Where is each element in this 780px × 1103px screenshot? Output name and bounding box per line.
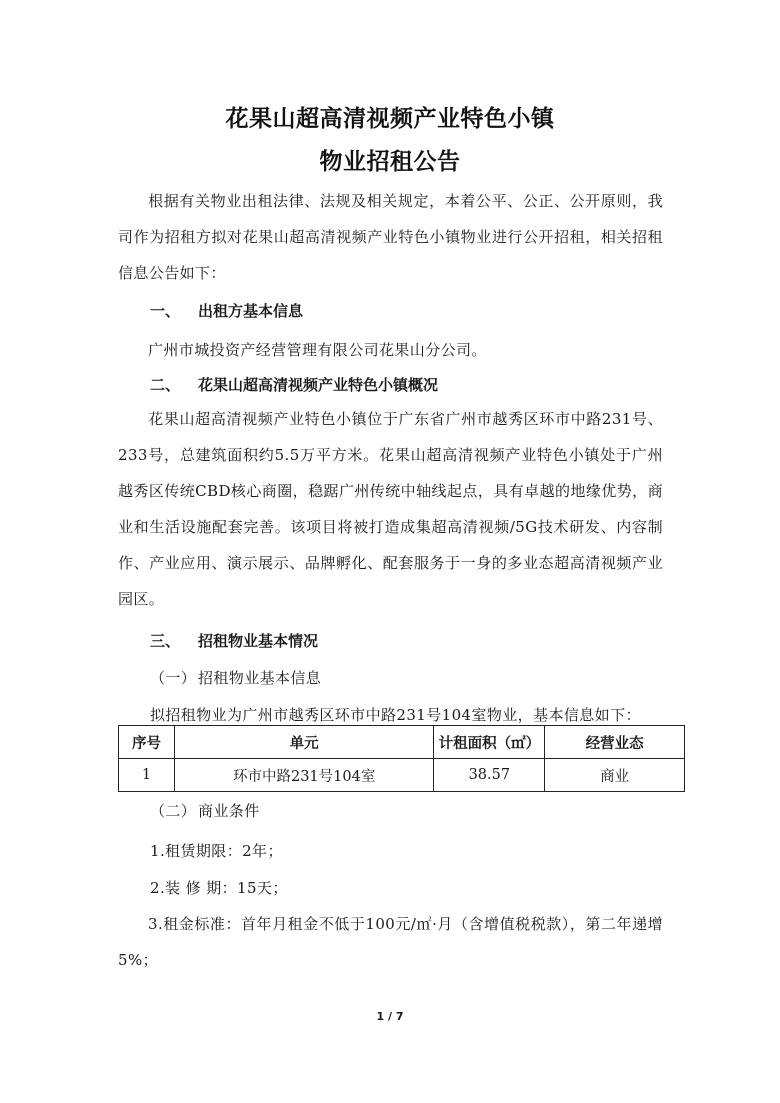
section1-body — [118, 332, 663, 368]
section2-body — [118, 401, 663, 617]
subsection1-heading — [150, 667, 321, 688]
intro-paragraph — [118, 183, 663, 291]
section1-number: 一、 — [150, 302, 181, 320]
table-header-row — [119, 726, 685, 759]
subsection1-number: （一） — [150, 669, 197, 687]
subsection2-title: 商业条件 — [198, 802, 260, 820]
section2-number: 二、 — [150, 376, 181, 394]
property-table — [118, 725, 685, 792]
section1-heading — [150, 300, 303, 321]
condition-rent-text: 3.租金标准：首年月租金不低于100元/㎡·月（含增值税税款），第二年递增5%； — [118, 915, 663, 969]
header-area: 计租面积（㎡） — [434, 726, 545, 759]
subsection2-number: （二） — [150, 802, 197, 820]
section3-number: 三、 — [150, 632, 181, 650]
page-number: 1 / 7 — [376, 1010, 404, 1023]
condition-fitout-period: 2.装 修 期：15天； — [150, 879, 288, 897]
section2-heading — [150, 374, 438, 395]
header-unit: 单元 — [174, 726, 434, 759]
table-row — [119, 759, 685, 792]
cell-unit: 环市中路231号104室 — [174, 759, 434, 792]
subsection2-heading — [150, 800, 260, 821]
subsection1-title: 招租物业基本信息 — [198, 669, 322, 687]
cell-index: 1 — [119, 759, 175, 792]
section3-heading — [150, 630, 318, 651]
condition-rent-standard — [118, 906, 663, 978]
section1-text: 广州市城投资产经营管理有限公司花果山分公司。 — [148, 341, 487, 359]
section1-title: 出租方基本信息 — [198, 302, 304, 320]
document-title-line1: 花果山超高清视频产业特色小镇 — [225, 106, 555, 132]
section2-title: 花果山超高清视频产业特色小镇概况 — [198, 376, 439, 394]
header-business: 经营业态 — [545, 726, 685, 759]
cell-business: 商业 — [545, 759, 685, 792]
section3-title: 招租物业基本情况 — [198, 632, 319, 650]
document-title-line2: 物业招租公告 — [319, 149, 461, 175]
cell-area: 38.57 — [434, 759, 545, 792]
header-index: 序号 — [119, 726, 175, 759]
condition-lease-term: 1.租赁期限：2年； — [150, 842, 283, 860]
intro-text: 根据有关物业出租法律、法规及相关规定，本着公平、公正、公开原则，我司作为招租方拟对花果山超高清视频产业特色小镇物业进行公开招租，相关招租信息公告如下： — [118, 192, 663, 282]
section2-text: 花果山超高清视频产业特色小镇位于广东省广州市越秀区环市中路231号、233号，总建筑面积约5.5万平方米。花果山超高清视频产业特色小镇处于广州越秀区传统CBD核心商圈，稳踞广州传统中轴线起点，具有卓越的地缘优势，商业和生活设施配套完善。该项目将被打造成集超高清视频/5G技术研发、内容制作、产业应用、演示展示、品牌孵化、配套服务于一身的多业态超高清视频产业园区。 — [118, 410, 663, 608]
table-intro: 拟招租物业为广州市越秀区环市中路231号104室物业，基本信息如下： — [150, 706, 641, 724]
